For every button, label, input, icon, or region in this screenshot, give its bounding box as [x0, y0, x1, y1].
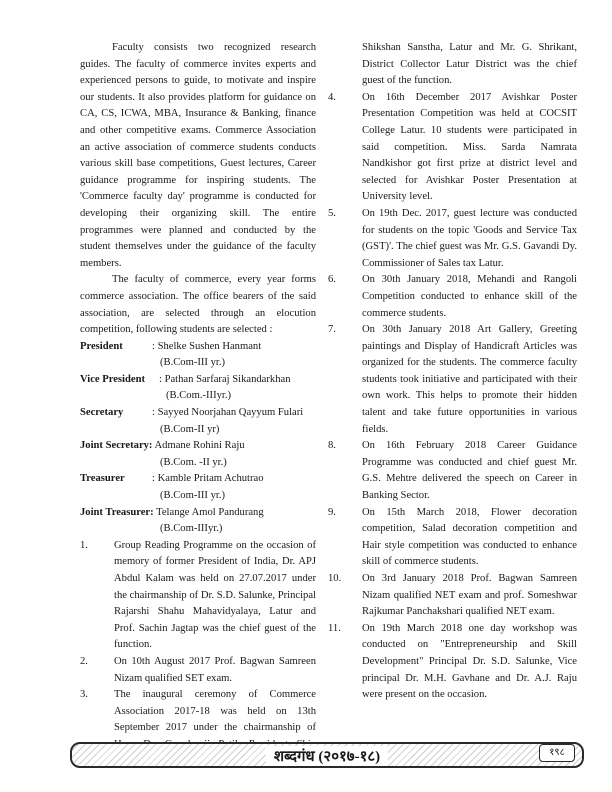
list-item-text: On 19th Dec. 2017, guest lecture was conducted for students on the topic 'Goods and Service Tax (GST)'. The chief guest was Mr. G.S. Gavandi Dy. Commissioner of Sales tax Latur.: [362, 207, 577, 269]
office-title: President: [80, 340, 123, 352]
office-holder-name: Telange Amol Pandurang: [153, 506, 264, 518]
right-column: [328, 40, 577, 704]
office-title: Treasurer: [80, 473, 125, 485]
office-holder-name: : Kamble Pritam Achutrao: [152, 473, 264, 485]
list-item-number: 11.: [328, 622, 341, 634]
list-item-text: On 10th August 2017 Prof. Bagwan Samreen Nizam qualified SET exam.: [114, 655, 316, 684]
office-bearer-secretary: [80, 405, 316, 422]
list-item: [328, 621, 577, 704]
list-item-text: On 16th February 2018 Career Guidance Programme was conducted and chief guest Mr. G.S. Mehtre delivered the speech on Career in Banking Sector.: [362, 440, 577, 502]
list-item: [328, 272, 577, 322]
office-holder-class: (B.Com-III yr.): [160, 490, 226, 502]
list-item-text: On 30th January 2018 Art Gallery, Greeting paintings and Display of Handicraft Articles was organized for the students. The commerce faculty students took initiative and participated with their own work. This helps to promote their hidden talent and take future opportunities in various fields.: [362, 324, 577, 435]
list-item: [328, 206, 577, 272]
office-holder-class: (B.Com.-IIIyr.): [166, 390, 232, 402]
page-number: १९८: [539, 744, 575, 762]
list-item-text: On 3rd January 2018 Prof. Bagwan Samreen Nizam qualified NET exam and prof. Someshwar Rajkumar Panchakshari qualified NET exam.: [362, 573, 577, 618]
numbered-list-left: [80, 538, 316, 770]
list-item: [328, 322, 577, 438]
list-item-text: On 15th March 2018, Flower decoration competition, Salad decoration competition and Hair style competition was conducted to enhance skill of commerce students.: [362, 506, 577, 568]
list-item-continuation: Shikshan Sanstha, Latur and Mr. G. Shrikant, District Collector Latur District was the chief guest of the function.: [362, 42, 577, 87]
numbered-list-right: [328, 90, 577, 704]
office-bearers-list: [80, 339, 316, 538]
office-bearer-joint-secretary: [80, 438, 316, 455]
office-holder-name: : Pathan Sarfaraj Sikandarkhan: [159, 373, 291, 385]
list-item-number: 6.: [328, 274, 336, 286]
list-item: [80, 538, 316, 654]
list-item-text: The inaugural ceremony of Commerce Association 2017-18 was held on 13th September 2017 under the chairmanship of: [114, 689, 316, 734]
office-title: Joint Treasurer:: [80, 506, 154, 518]
office-bearer-vice-president: [80, 372, 316, 389]
list-item: [328, 90, 577, 206]
list-item-number: 3.: [80, 689, 88, 701]
list-item: [328, 438, 577, 504]
list-item-number: 1.: [80, 539, 88, 551]
list-item-number: 9.: [328, 506, 336, 518]
office-title: Vice President: [80, 373, 146, 385]
list-item-text: On 19th March 2018 one day workshop was conducted on "Entrepreneurship and Skill Development" Principal Dr. S.D. Salunke, Vice principal Dr. M.H. Gavhane and Dr. A.J. Raju were present on the occasion.: [362, 622, 577, 701]
office-bearer-treasurer: [80, 471, 316, 488]
list-item-text: On 30th January 2018, Mehandi and Rangoli Competition conducted to enhance skill of the commerce students.: [362, 274, 577, 319]
office-holder-class: (B.Com-III yr.): [160, 357, 226, 369]
office-holder-name: : Sayyed Noorjahan Qayyum Fulari: [152, 407, 304, 419]
office-title: Secretary: [80, 407, 124, 419]
office-bearer-joint-treasurer: [80, 505, 316, 522]
list-item-text: Group Reading Programme on the occasion of memory of former President of India, Dr. APJ Abdul Kalam was held on 27.07.2017 under the chairmanship of Dr. S.D. Salunke, Principal Rajarshi Shahu Mahavidyalaya, Latur and Prof. Sachin Jagtap was the chief guest of the function.: [114, 539, 316, 651]
list-item-number: 8.: [328, 440, 336, 452]
list-item-number: 4.: [328, 91, 336, 103]
list-item-number: 2.: [80, 655, 88, 667]
list-item: [328, 505, 577, 571]
office-holder-class: (B.Com. -II yr.): [160, 456, 227, 468]
list-item-number: 5.: [328, 207, 336, 219]
list-item-text: On 16th December 2017 Avishkar Poster Presentation Competition was held at COCSIT College Latur. 10 students were participated in said competition. Miss. Sarda Namrata Nandkishor got first prize at district level and selected for Avishkar Poster Presentation at University level.: [362, 91, 577, 203]
office-holder-name: Admane Rohini Raju: [152, 440, 245, 452]
footer-title: शब्दगंध (२०१७-१८): [266, 746, 388, 766]
list-item-number: 10.: [328, 573, 342, 584]
footer-band: [70, 742, 584, 768]
office-holder-name: : Shelke Sushen Hanmant: [152, 340, 262, 352]
list-item-number: 7.: [328, 324, 336, 336]
list-item: [80, 654, 316, 687]
office-title: Joint Secretary:: [80, 440, 153, 452]
office-holder-class: (B.Com-IIIyr.): [160, 523, 223, 535]
association-paragraph: The faculty of commerce, every year forms commerce association. The office bearers of the said association, are selected through an elocution competition, following students are selected :: [80, 274, 316, 336]
list-item: [328, 571, 577, 621]
office-bearer-president: [80, 339, 316, 356]
left-column: [80, 40, 316, 770]
office-holder-class: (B.Com-II yr): [160, 423, 220, 435]
intro-paragraph: Faculty consists two recognized research guides. The faculty of commerce invites experts and experienced persons to guide, to motivate and inspire our students. It also provides platform for guidance on CA, CS, ICWA, MBA, Insurance & Banking, finance and other competitive exams. Commerce Association an active association of commerce students conducts various skill base competitions, Guest lectures, Career guidance programme for inspiring students. The 'Commerce faculty day' programme is conducted for developing their organizing skill. The entire programmes were planned and conducted by the student themselves under the guidance of the faculty members.: [80, 42, 316, 269]
